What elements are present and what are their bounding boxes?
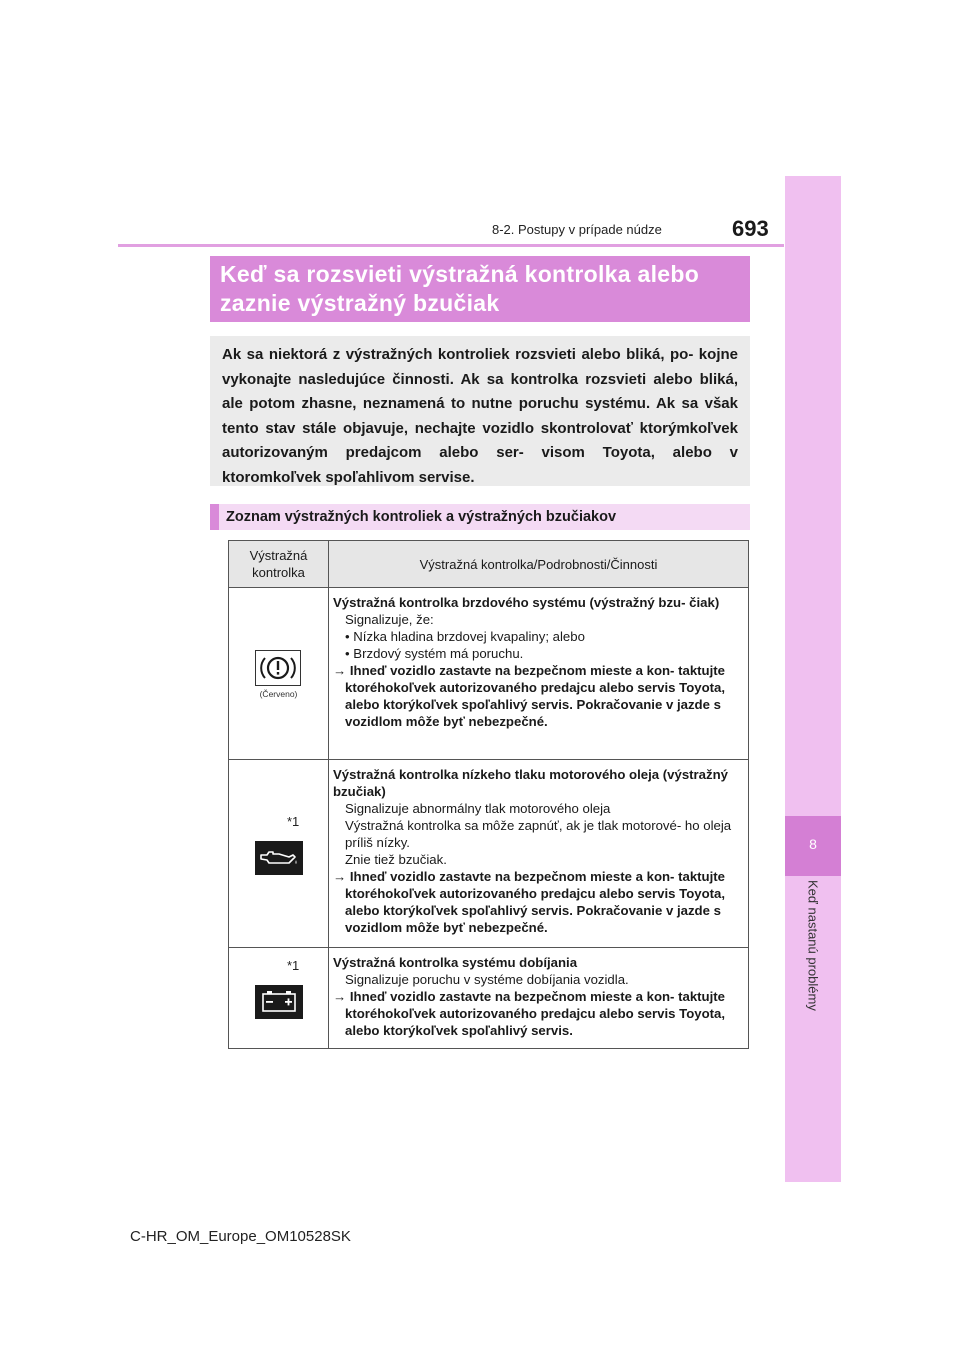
table-cell-details: [329, 760, 748, 947]
chapter-title-vertical: [803, 880, 823, 1030]
row-detail: Signalizuje poruchu v systéme dobíjania vozidla.: [345, 972, 629, 987]
brake-warning-icon: [255, 650, 301, 686]
row-detail: Signalizuje abnormálny tlak motorového oleja: [345, 801, 611, 816]
table-cell-icon: [229, 760, 329, 947]
subheading-bar: [210, 504, 219, 530]
table-cell-details: [329, 588, 748, 759]
table-row: [229, 759, 748, 947]
side-tab: [785, 176, 841, 1182]
intro-box: [210, 336, 750, 486]
page-number: 693: [732, 216, 769, 241]
oil-pressure-icon: [255, 841, 303, 875]
icon-color-label: (Červeno): [259, 689, 298, 699]
table-row: [229, 947, 748, 1048]
row-action: → Ihneď vozidlo zastavte na bezpečnom mieste a kon- taktujte ktoréhokoľvek autorizovaného predajcu alebo servis Toyota, alebo ktorýkoľvek spoľahlivý servis. Pokračovanie v jazde s vozidlom môže byť nebezpečné.: [333, 663, 726, 729]
subheading-text: Zoznam výstražných kontroliek a výstražných bzučiakov: [226, 509, 617, 525]
row-title: Výstražná kontrolka systému dobíjania: [333, 955, 578, 970]
row-detail: Signalizuje, že:: [345, 612, 434, 627]
row-bullet: • Nízka hladina brzdovej kvapaliny; alebo: [345, 629, 585, 644]
table-header-col1: Výstražná kontrolka: [229, 541, 329, 587]
row-detail: Znie tiež bzučiak.: [345, 852, 447, 867]
row-title: Výstražná kontrolka nízkeho tlaku motorového oleja (výstražný bzučiak): [333, 767, 729, 799]
battery-charge-icon: [255, 985, 303, 1019]
table-header-row: [229, 541, 748, 587]
page-title-box: [210, 256, 750, 322]
chapter-number-tab[interactable]: [785, 816, 841, 876]
subheading: [210, 504, 750, 530]
row-bullet: • Brzdový systém má poruchu.: [345, 646, 524, 661]
intro-text: Ak sa niektorá z výstražných kontroliek rozsvieti alebo bliká, po- kojne vykonajte nasledujúce činnosti. Ak sa kontrolka rozsvieti alebo bliká, ale potom zhasne, neznamená to nutne poruchu systému. Ak sa však tento stav stále objavuje, nechajte vozidlo skontrolovať ktorýmkoľvek autorizovaným predajcom alebo ser- visom Toyota, alebo v ktoromkoľvek spoľahlivom servise.: [222, 346, 738, 486]
table-cell-icon: [229, 948, 329, 1048]
footnote-mark: *1: [287, 814, 300, 829]
header-divider: [118, 244, 784, 247]
section-title: 8-2. Postupy v prípade núdze: [492, 222, 662, 237]
chapter-title: Keď nastanú problémy: [805, 880, 821, 1011]
row-detail: Výstražná kontrolka sa môže zapnúť, ak je tlak motorové- ho oleja príliš nízky.: [345, 818, 732, 850]
table-cell-details: [329, 948, 748, 1048]
table-header-col2: Výstražná kontrolka/Podrobnosti/Činnosti: [329, 541, 748, 587]
page-title-line1: Keď sa rozsvieti výstražná kontrolka alebo: [220, 261, 700, 287]
document-code: C-HR_OM_Europe_OM10528SK: [130, 1228, 351, 1245]
warning-lights-table: [228, 540, 749, 1049]
table-row: [229, 587, 748, 759]
footnote-mark: *1: [287, 958, 300, 973]
row-action: → Ihneď vozidlo zastavte na bezpečnom mieste a kon- taktujte ktoréhokoľvek autorizovaného predajcu alebo servis Toyota, alebo ktorýkoľvek spoľahlivý servis. Pokračovanie v jazde s vozidlom môže byť nebezpečné.: [333, 869, 726, 935]
row-action: → Ihneď vozidlo zastavte na bezpečnom mieste a kon- taktujte ktoréhokoľvek autorizovaného predajcu alebo servis Toyota, alebo ktorýkoľvek spoľahlivý servis.: [333, 989, 726, 1038]
page-title-line2: zaznie výstražný bzučiak: [220, 290, 500, 316]
chapter-number: 8: [809, 836, 817, 852]
table-cell-icon: [229, 588, 329, 759]
row-title: Výstražná kontrolka brzdového systému (výstražný bzu- čiak): [333, 595, 720, 610]
